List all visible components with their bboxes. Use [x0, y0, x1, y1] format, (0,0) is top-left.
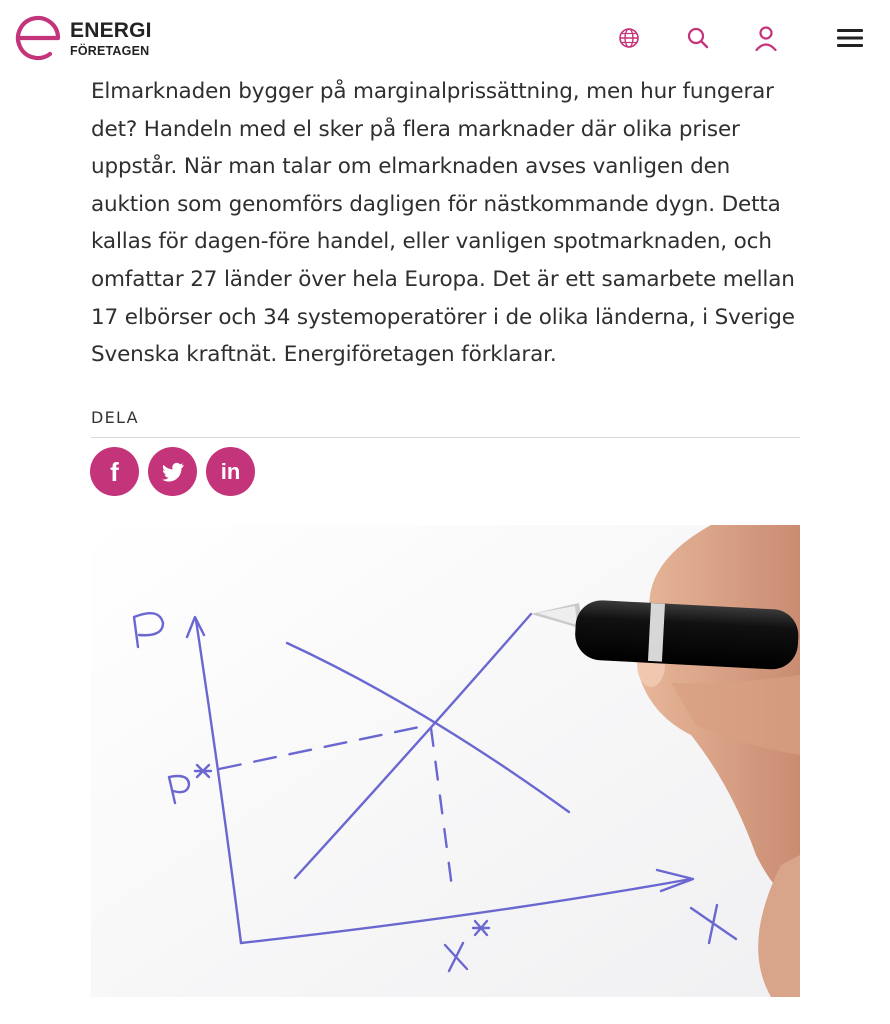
article-image [91, 525, 800, 997]
article-paragraph: Elmarknaden bygger på marginalprissättning, men hur fungerar det? Handeln med el sker på flera marknader där olika priser uppstår. När man talar om elmarknaden avses vanligen den auktion som genomförs dagligen för nästkommande dygn. Detta kallas för dagen-före handel, eller vanligen spotmarknaden, och omfattar 27 länder över hela Europa. Det är ett samarbete mellan 17 elbörser och 34 systemoperatörer i de olika länderna, i Sverige Svenska kraftnät. Energiföretagen förklarar. [91, 79, 795, 368]
user-icon [754, 25, 778, 51]
globe-icon [618, 27, 640, 49]
account-button[interactable] [750, 22, 782, 54]
language-button[interactable] [613, 22, 645, 54]
logo-mark-icon [14, 14, 64, 64]
logo-text-energi: ENERGI [70, 19, 152, 42]
share-label: DELA [91, 408, 139, 427]
supply-demand-drawing [91, 525, 800, 997]
share-facebook-button[interactable] [90, 447, 139, 496]
energiforetagen-logo[interactable] [14, 14, 174, 64]
search-button[interactable] [682, 22, 714, 54]
linkedin-icon: in [220, 458, 241, 484]
site-header [0, 0, 890, 76]
share-linkedin-button[interactable] [206, 447, 255, 496]
search-icon [686, 26, 710, 50]
hamburger-menu-icon [836, 27, 864, 49]
main-menu-button[interactable] [834, 22, 866, 54]
twitter-icon [162, 462, 184, 482]
logo-text-foretagen: FÖRETAGEN [70, 44, 150, 58]
share-twitter-button[interactable] [148, 447, 197, 496]
share-divider [91, 437, 800, 438]
facebook-icon: f [110, 456, 119, 487]
